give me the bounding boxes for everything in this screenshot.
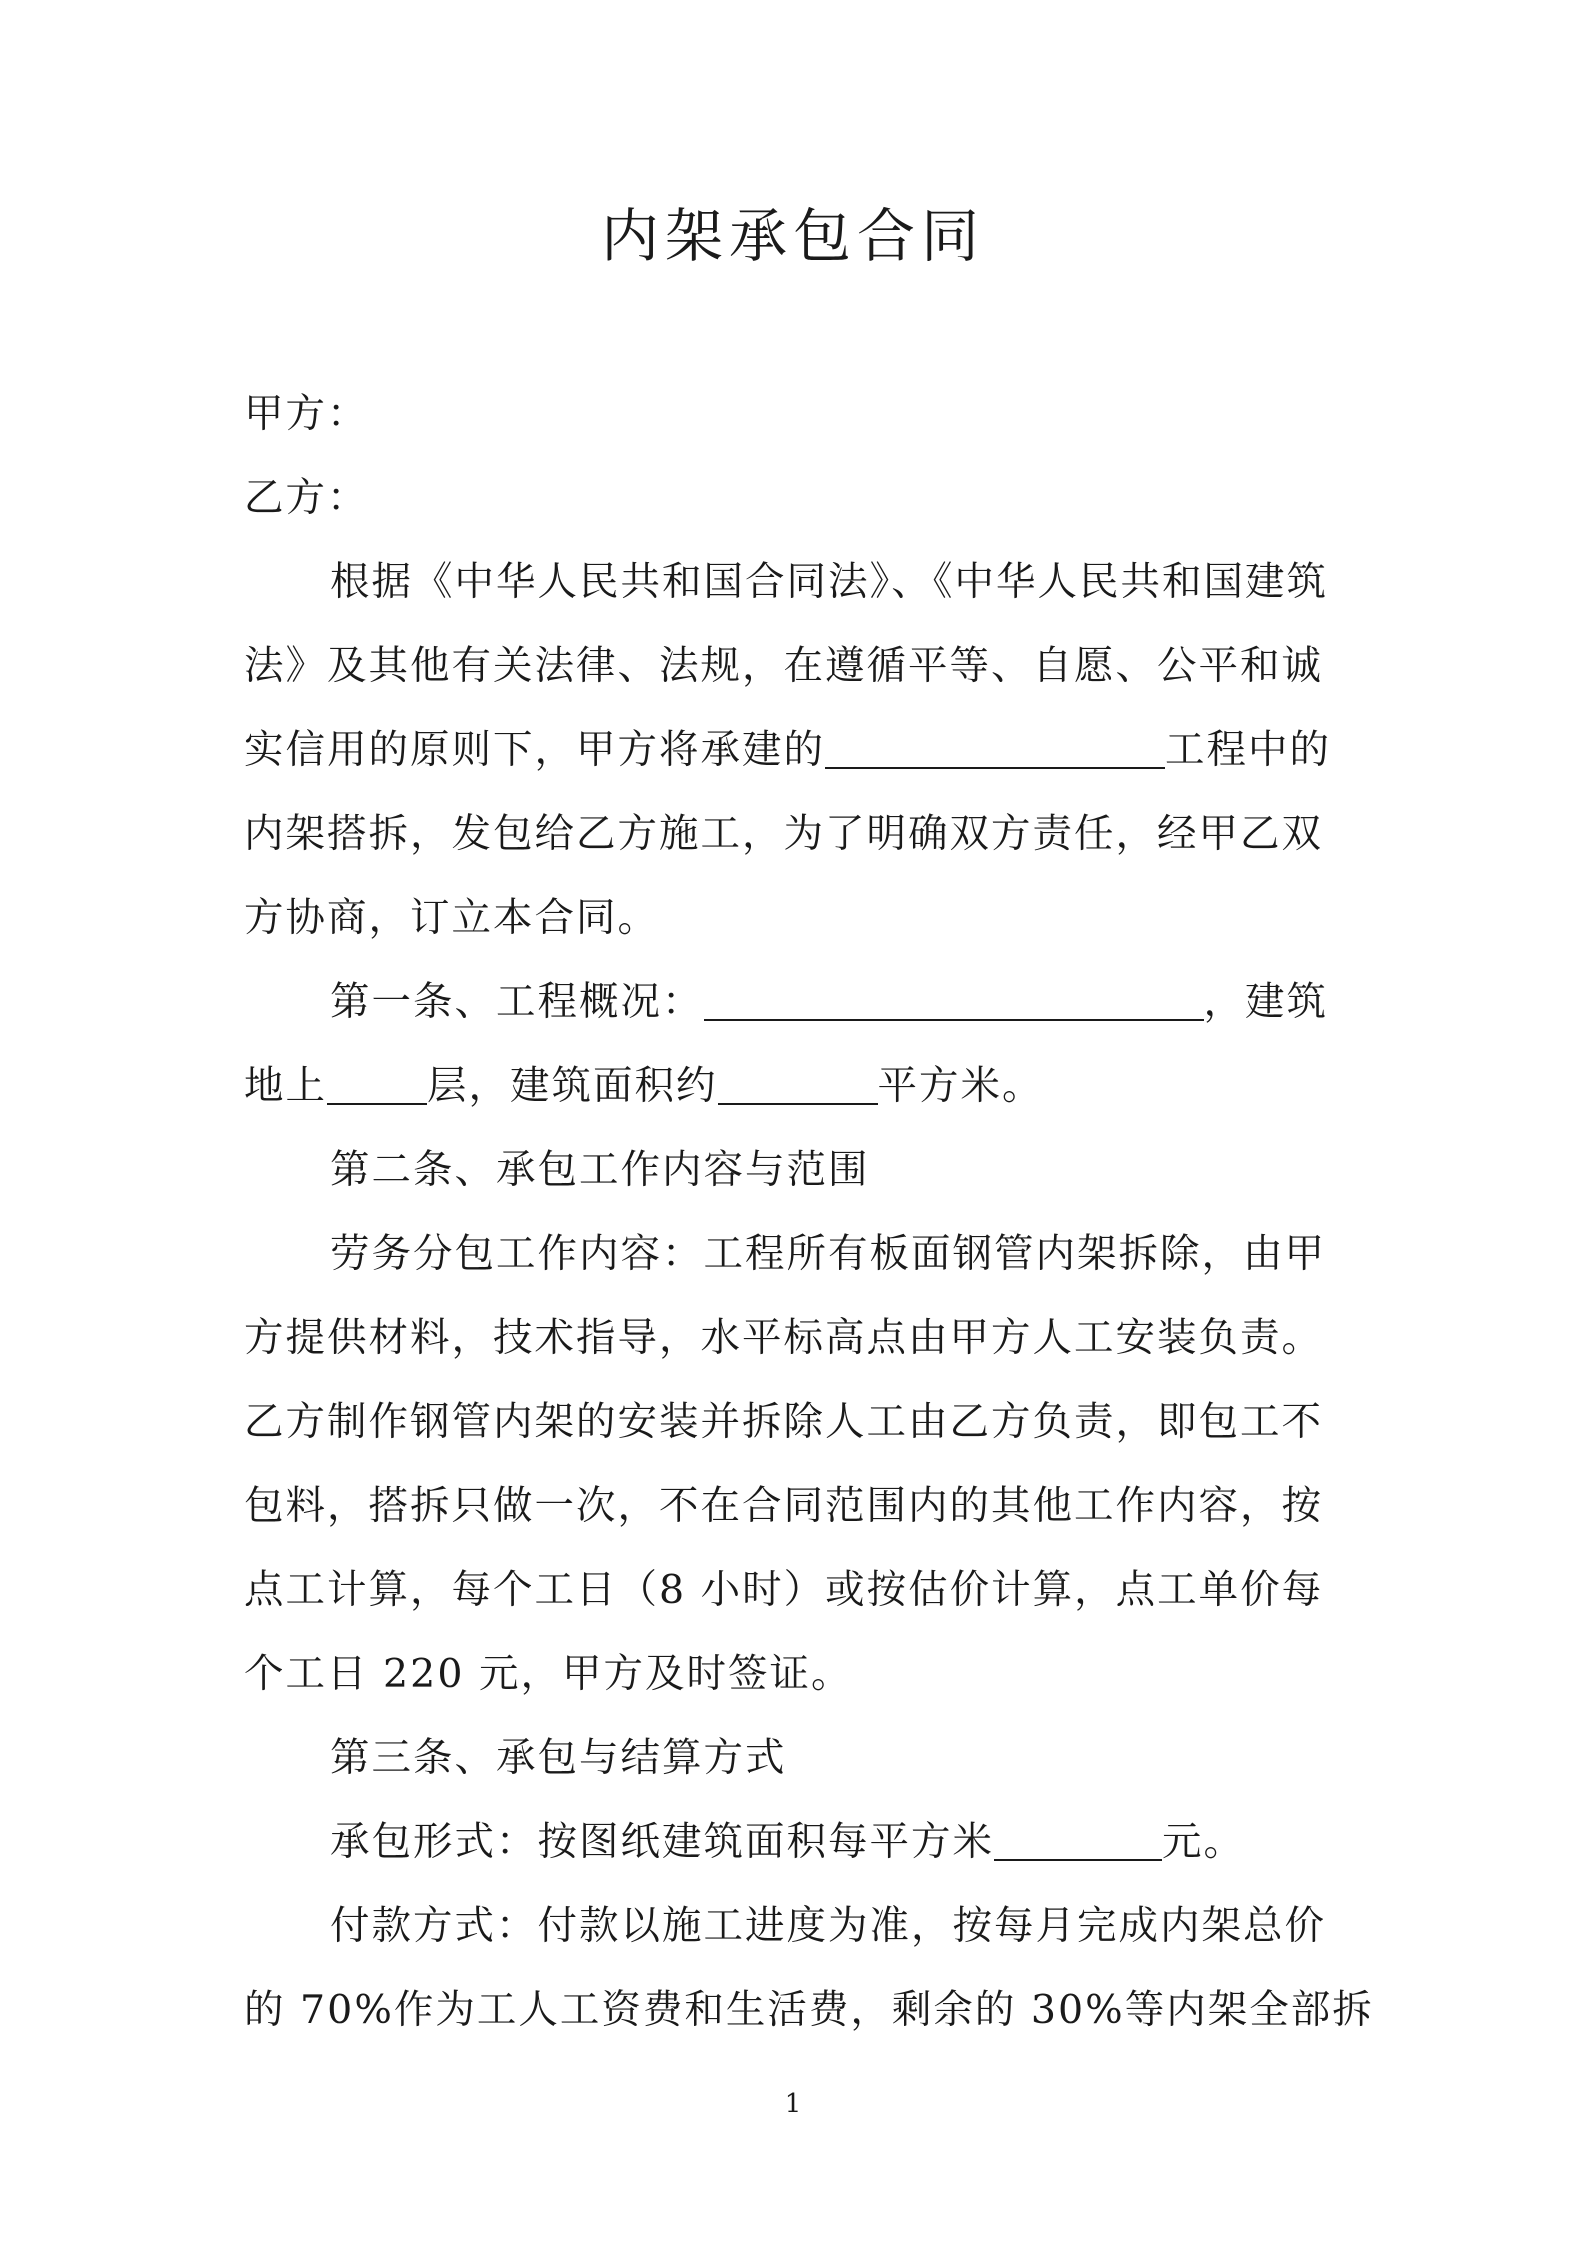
article2-line-3: 乙方制作钢管内架的安装并拆除人工由乙方负责，即包工不 [244, 1399, 1323, 1445]
intro-line-3 [244, 708, 1344, 792]
intro-line-1: 根据《中华人民共和国合同法》、《中华人民共和国建筑 [330, 559, 1328, 605]
intro-line-3-before: 实信用的原则下，甲方将承建的 [244, 727, 825, 773]
article1-after-blank: ，建筑 [1203, 979, 1328, 1025]
article3-form-line [244, 1800, 1344, 1884]
intro-line-2: 法》及其他有关法律、法规，在遵循平等、自愿、公平和诚 [244, 643, 1323, 689]
article2-heading: 第二条、承包工作内容与范围 [330, 1147, 870, 1193]
document-title: 内架承包合同 [600, 202, 985, 270]
article2-line-2: 方提供材料，技术指导，水平标高点由甲方人工安装负责。 [244, 1315, 1323, 1361]
article3-form-before: 承包形式：按图纸建筑面积每平方米 [330, 1819, 994, 1865]
article2-line-4: 包料，搭拆只做一次，不在合同范围内的其他工作内容，按 [244, 1483, 1323, 1529]
article1-line-1 [244, 960, 1344, 1044]
article1-line-2 [244, 1044, 1344, 1128]
article3-pay-line-2: 的 70%作为工人工资费和生活费，剩余的 30%等内架全部拆 [244, 1987, 1374, 2033]
area-blank[interactable] [718, 1059, 878, 1105]
article3-heading: 第三条、承包与结算方式 [330, 1735, 787, 1781]
intro-line-3-after: 工程中的 [1165, 727, 1331, 773]
intro-line-4: 内架搭拆，发包给乙方施工，为了明确双方责任，经甲乙双 [244, 811, 1323, 857]
article3-form-after: 元。 [1162, 1819, 1245, 1865]
article2-line-5: 点工计算，每个工日（8 小时）或按估价计算，点工单价每 [244, 1567, 1324, 1613]
party-b-line: 乙方： [244, 475, 369, 521]
document-body [244, 372, 1374, 2052]
project-name-blank[interactable] [825, 723, 1165, 769]
article2-line-6: 个工日 220 元，甲方及时签证。 [244, 1651, 853, 1697]
project-overview-blank[interactable] [704, 975, 1204, 1021]
floors-blank[interactable] [327, 1059, 427, 1105]
article3-pay-line-1: 付款方式：付款以施工进度为准，按每月完成内架总价 [330, 1903, 1326, 1949]
party-a-line: 甲方： [244, 391, 369, 437]
article1-text-unit: 平方米。 [877, 1063, 1044, 1109]
intro-line-5: 方协商，订立本合同。 [244, 895, 659, 941]
article1-text-area-label: 层，建筑面积约 [427, 1063, 718, 1109]
article1-text-floors-label: 地上 [244, 1063, 327, 1109]
page-number: 1 [784, 2089, 802, 2119]
unit-price-blank[interactable] [994, 1815, 1162, 1861]
article1-lead: 第一条、工程概况： [330, 979, 704, 1025]
article2-line-1: 劳务分包工作内容：工程所有板面钢管内架拆除，由甲 [330, 1231, 1326, 1277]
